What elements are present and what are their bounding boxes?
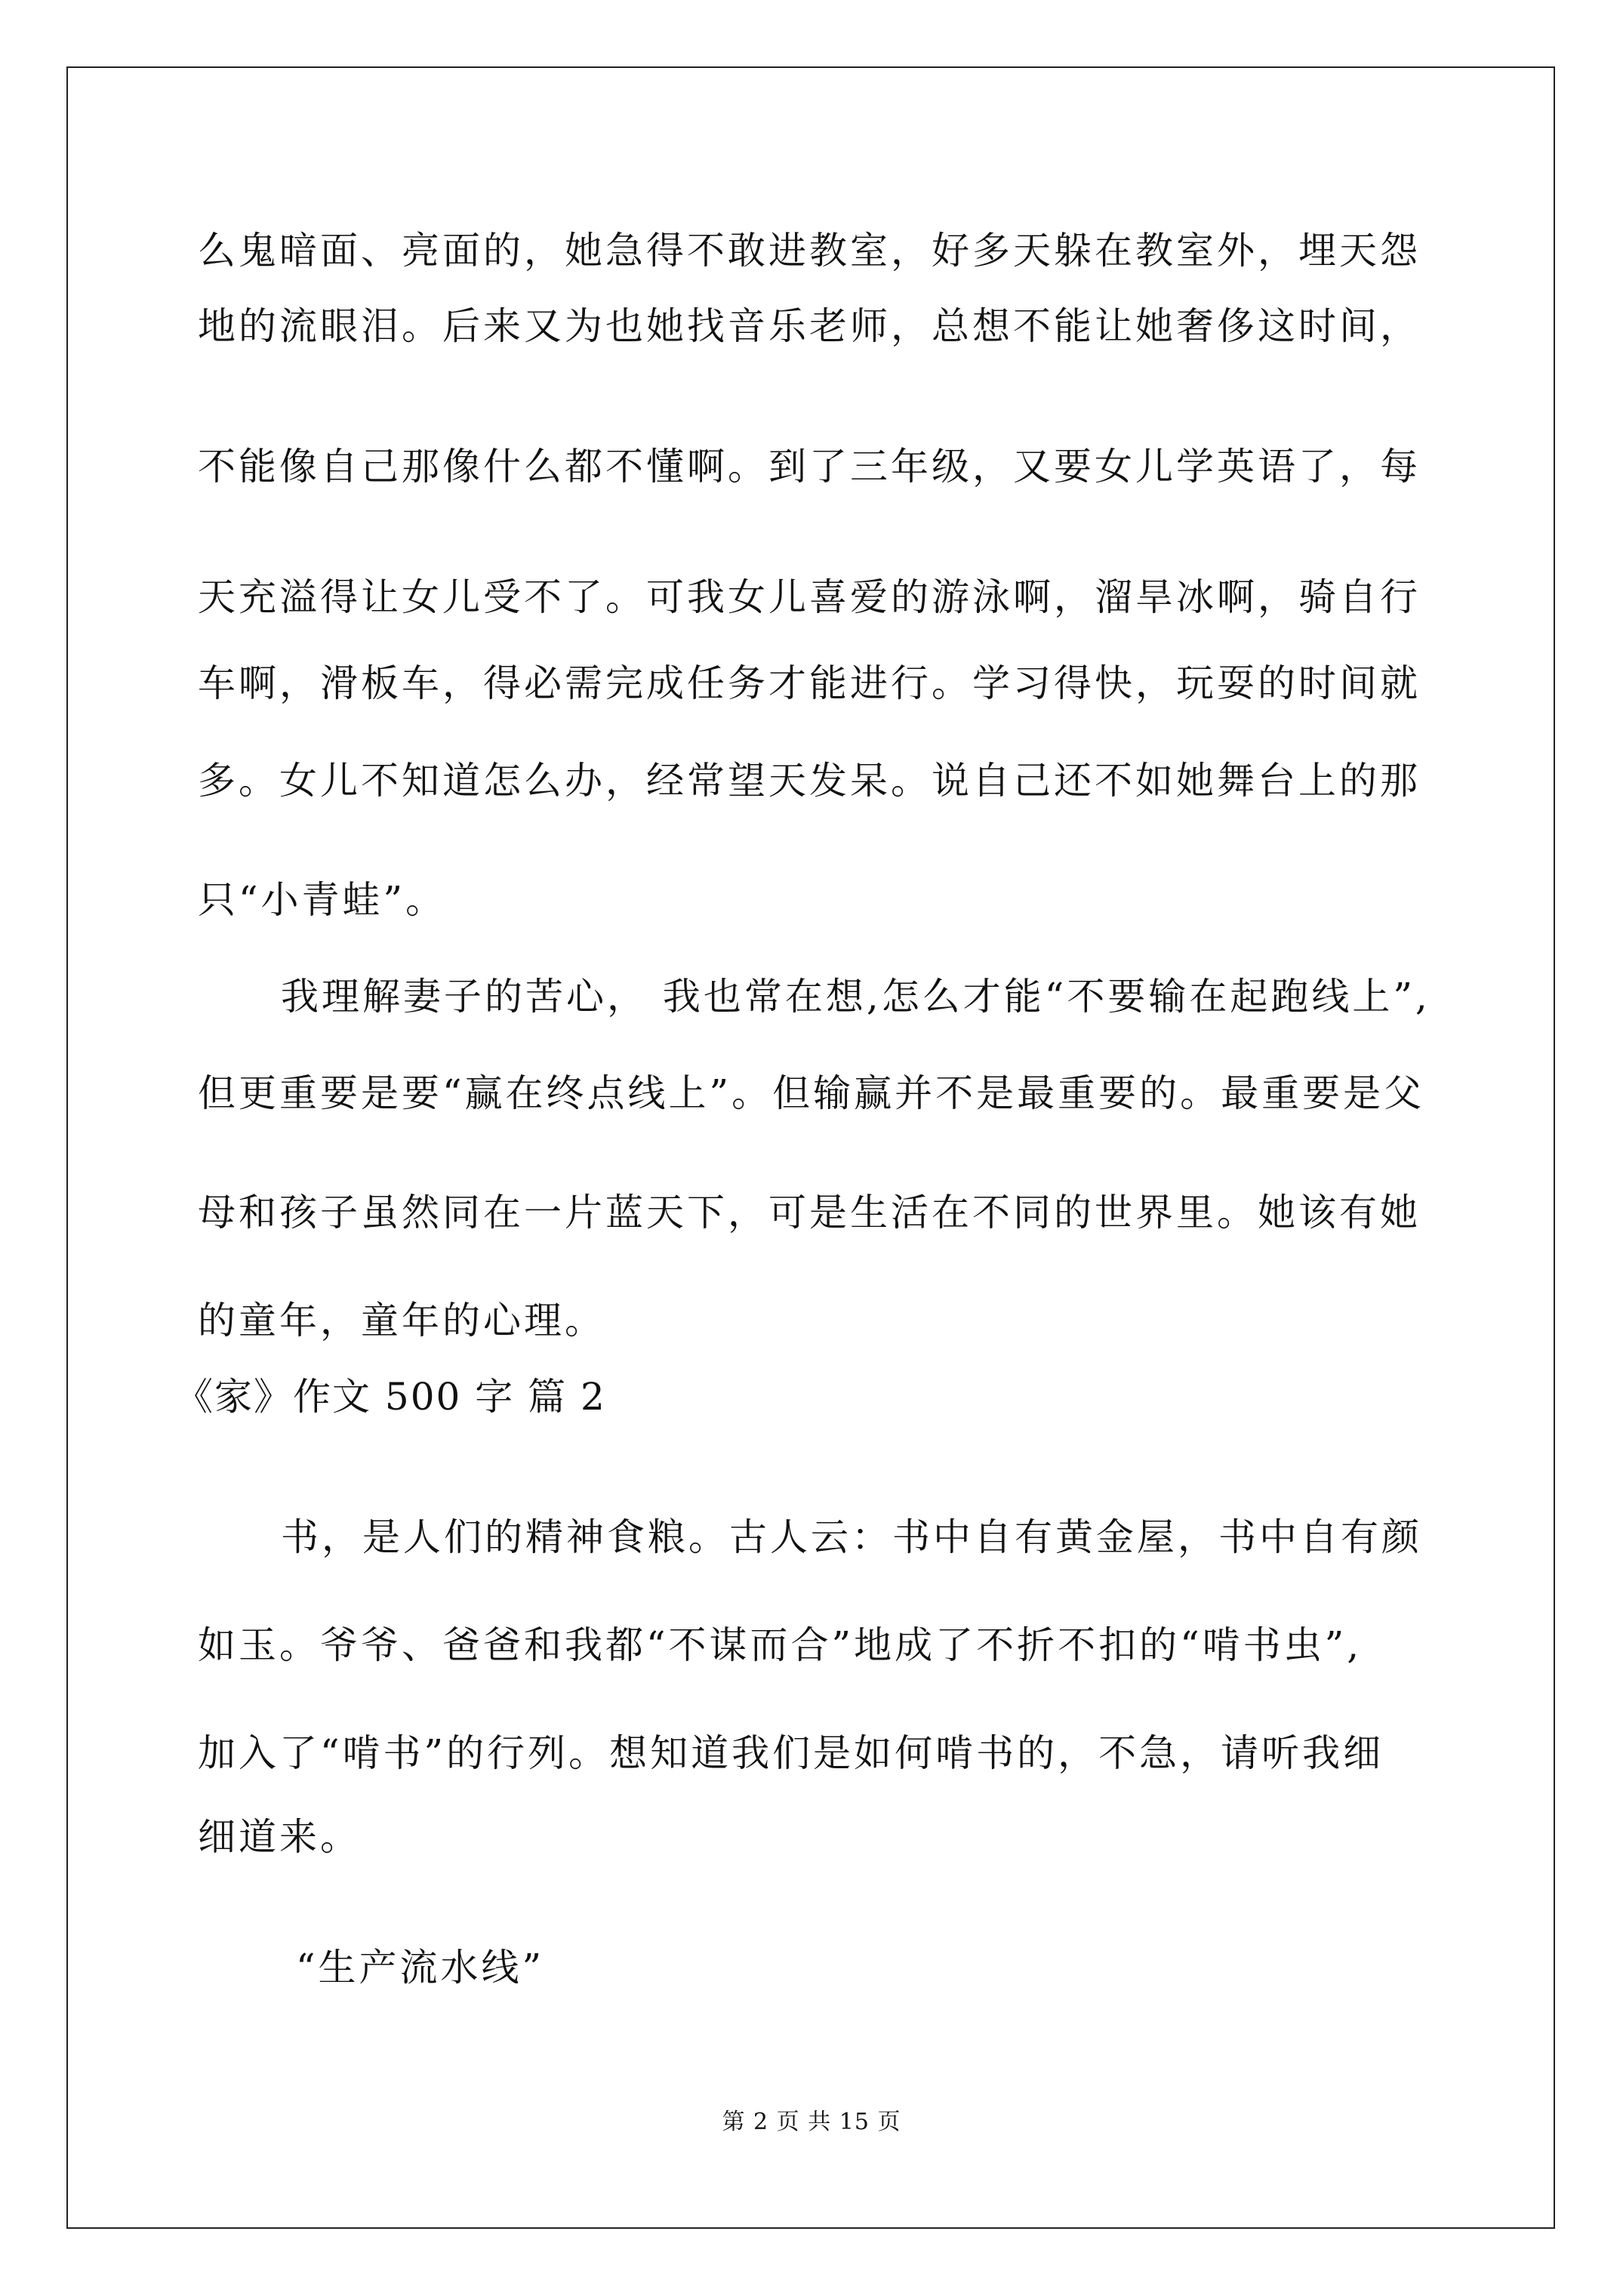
text-line: 的童年，童年的心理。 bbox=[198, 1299, 605, 1342]
text-line: 加入了“啃书”的行列。想知道我们是如何啃书的，不急，请听我细 bbox=[198, 1731, 1384, 1775]
section-heading: 《家》作文 500 字 篇 2 bbox=[175, 1375, 606, 1419]
paragraph-first-line: 我理解妻子的苦心， 我也常在想,怎么才能“不要输在起跑线上”, bbox=[281, 975, 1431, 1019]
text-line: 么鬼暗面、亮面的，她急得不敢进教室，好多天躲在教室外，埋天怨 bbox=[198, 229, 1421, 273]
page-border bbox=[66, 66, 1555, 2229]
paragraph-first-line: 书，是人们的精神食粮。古人云：书中自有黄金屋，书中自有颜 bbox=[281, 1515, 1422, 1559]
text-line: 但更重要是要“赢在终点线上”。但输赢并不是最重要的。最重要是父 bbox=[198, 1071, 1425, 1115]
text-line: 母和孩子虽然同在一片蓝天下，可是生活在不同的世界里。她该有她 bbox=[198, 1191, 1421, 1234]
text-line: 如玉。爷爷、爸爸和我都“不谋而合”地成了不折不扣的“啃书虫”, bbox=[198, 1623, 1363, 1667]
text-line: 车啊，滑板车，得必需完成任务才能进行。学习得快，玩耍的时间就 bbox=[198, 661, 1421, 705]
text-line: 天充溢得让女儿受不了。可我女儿喜爱的游泳啊，溜旱冰啊，骑自行 bbox=[198, 575, 1421, 619]
text-line: 多。女儿不知道怎么办，经常望天发呆。说自己还不如她舞台上的那 bbox=[198, 759, 1421, 803]
text-line: 细道来。 bbox=[198, 1815, 361, 1859]
text-line: 地的流眼泪。后来又为也她找音乐老师，总想不能让她奢侈这时间， bbox=[198, 304, 1421, 348]
subheading-line: “生产流水线” bbox=[296, 1946, 545, 1989]
page-number-footer: 第 2 页 共 15 页 bbox=[722, 2109, 901, 2135]
text-line: 只“小青蛙”。 bbox=[198, 878, 447, 922]
text-line: 不能像自己那像什么都不懂啊。到了三年级，又要女儿学英语了，每 bbox=[198, 445, 1421, 488]
